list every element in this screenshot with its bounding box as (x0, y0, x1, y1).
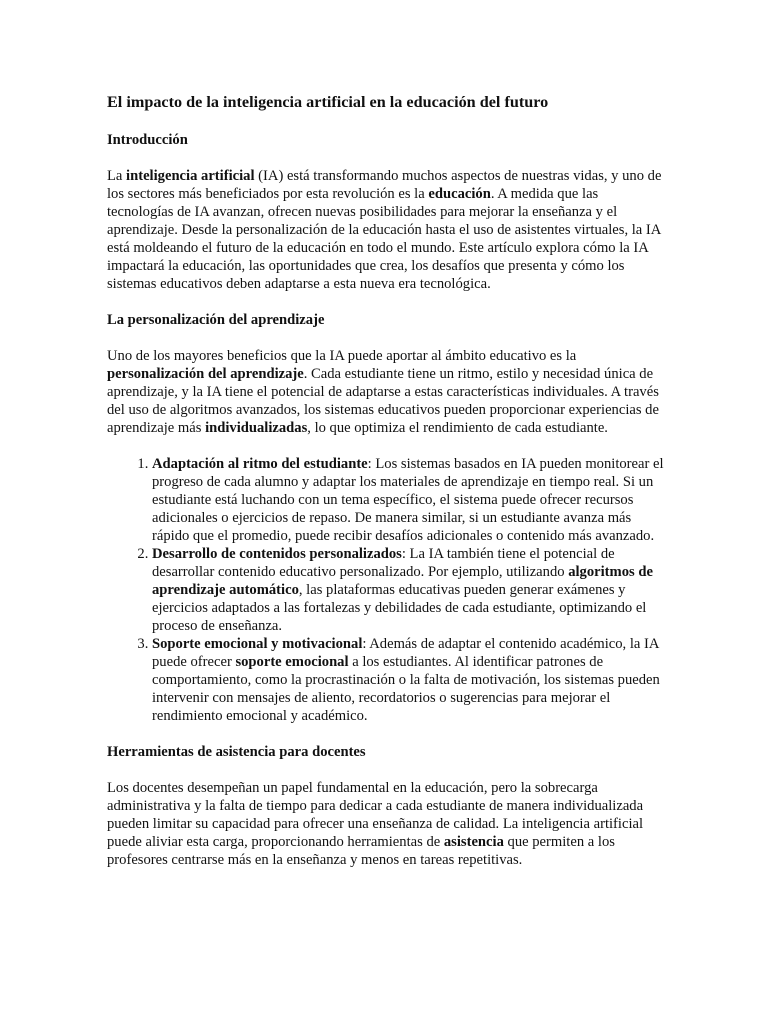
document-title: El impacto de la inteligencia artificial en la educación del futuro (107, 93, 549, 111)
bold-term: inteligencia artificial (126, 168, 255, 184)
bold-term: Adaptación al ritmo del estudiante (152, 456, 368, 472)
bold-term: Desarrollo de contenidos personalizados (152, 546, 402, 562)
text-run: Uno de los mayores beneficios que la IA puede aportar al ámbito educativo es la (107, 348, 577, 364)
text-run: a los estudiantes. Al identificar patrones de comportamiento, como la procrastinación o la falta de motivación, los sistemas pueden intervenir con mensajes de aliento, recordatorios o sugerencias para mejorar el rendimiento emocional y académico. (152, 654, 660, 724)
bold-term: personalización del aprendizaje (107, 366, 304, 382)
section-heading-intro: Introducción (107, 132, 188, 148)
text-run: : La IA también tiene el potencial de desarrollar contenido educativo personalizado. Por ejemplo, utilizando (152, 546, 615, 580)
section-heading-tools: Herramientas de asistencia para docentes (107, 744, 366, 760)
personalization-paragraph (107, 347, 666, 437)
text-run: . A medida que las tecnologías de IA avanzan, ofrecen nuevas posibilidades para mejorar la enseñanza y el aprendizaje. Desde la personalización de la educación hasta el uso de asistentes virtuales, la IA está moldeando el futuro de la educación en todo el mundo. Este artículo explora cómo la IA impactará la educación, las oportunidades que crea, los desafíos que presenta y cómo los sistemas educativos deben adaptarse a esta nueva era tecnológica. (107, 186, 661, 292)
bold-term: Soporte emocional y motivacional (152, 636, 363, 652)
text-run: . Cada estudiante tiene un ritmo, estilo y necesidad única de aprendizaje, y la IA tiene el potencial de adaptarse a estas características individuales. A través del uso de algoritmos avanzados, los sistemas educativos pueden proporcionar experiencias de aprendizaje más (107, 366, 659, 436)
bold-term: asistencia (443, 834, 504, 850)
list-item (152, 545, 666, 635)
section-heading-personalization: La personalización del aprendizaje (107, 312, 325, 328)
text-run: , lo que optimiza el rendimiento de cada estudiante. (307, 420, 608, 436)
tools-paragraph (107, 779, 666, 869)
list-item (152, 455, 666, 545)
bold-term: algoritmos de aprendizaje automático (152, 564, 653, 598)
text-run: : Además de adaptar el contenido académico, la IA puede ofrecer (152, 636, 659, 670)
text-run: (IA) está transformando muchos aspectos de nuestras vidas, y uno de los sectores más beneficiados por esta revolución es la (107, 168, 662, 202)
benefits-list (107, 455, 666, 725)
bold-term: individualizadas (205, 420, 308, 436)
text-run: La (107, 168, 127, 184)
text-run: Los docentes desempeñan un papel fundamental en la educación, pero la sobrecarga administrativa y la falta de tiempo para dedicar a cada estudiante de manera individualizada pueden limitar su capacidad para ofrecer una enseñanza de calidad. La inteligencia artificial puede aliviar esta carga, proporcionando herramientas de (107, 780, 644, 850)
bold-term: educación (428, 186, 491, 202)
text-run: que permiten a los profesores centrarse más en la enseñanza y menos en tareas repetitivas. (107, 834, 615, 868)
bold-term: soporte emocional (235, 654, 349, 670)
intro-paragraph (107, 167, 666, 293)
list-item (152, 635, 666, 725)
text-run: : Los sistemas basados en IA pueden monitorear el progreso de cada alumno y adaptar los materiales de aprendizaje en tiempo real. Si un estudiante está luchando con un tema específico, el sistema puede ofrecer recursos adicionales o ejercicios de repaso. De manera similar, si un estudiante avanza más rápido que el promedio, puede recibir desafíos adicionales o contenido más avanzado. (152, 456, 664, 544)
text-run: , las plataformas educativas pueden generar exámenes y ejercicios adaptados a las fortalezas y debilidades de cada estudiante, optimizando el proceso de enseñanza. (152, 582, 647, 634)
